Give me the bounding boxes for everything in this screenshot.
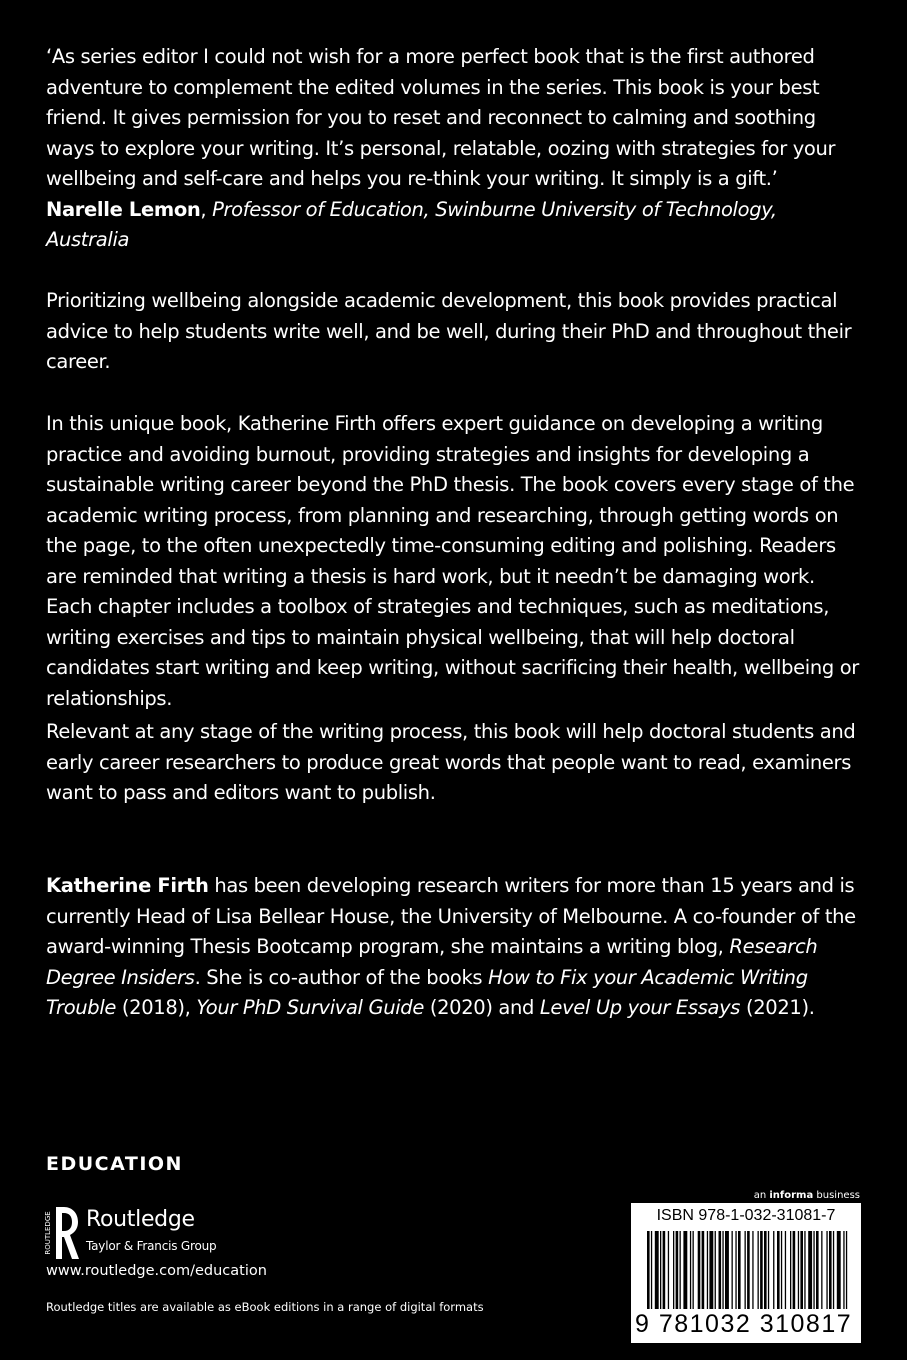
subject-category: EDUCATION (46, 1153, 183, 1175)
isbn-barcode (631, 1203, 861, 1343)
description-text: Prioritizing wellbeing alongside academic development, this book provides practical advice to help students write well, and be well, during their PhD and throughout their career. (46, 289, 852, 373)
barcode-bar (768, 1231, 769, 1309)
author-name: Katherine Firth (46, 874, 209, 897)
barcode-bar (719, 1231, 722, 1309)
endorser-affiliation: Professor of Education, Swinburne University of Technology, Australia (46, 197, 777, 251)
isbn-label: ISBN 978-1-032-31081-7 (656, 1207, 836, 1224)
description-paragraph-1 (46, 286, 861, 378)
barcode-bar (709, 1231, 713, 1309)
barcode-bar (693, 1231, 694, 1309)
barcode-bar (690, 1231, 691, 1309)
barcode-bar (843, 1231, 844, 1309)
barcode-bar (777, 1231, 780, 1309)
barcode-bar (760, 1231, 763, 1309)
barcode-bar (722, 1231, 723, 1309)
barcode-bar (683, 1231, 687, 1309)
barcode-bar (745, 1231, 746, 1309)
barcode-bar (764, 1231, 767, 1309)
barcode-bars (637, 1231, 855, 1313)
barcode-bar (798, 1231, 799, 1309)
barcode-bar (651, 1231, 652, 1309)
barcode-bar (732, 1231, 733, 1309)
barcode-bar (758, 1231, 759, 1309)
routledge-logo-icon (42, 1205, 80, 1261)
barcode-bar (829, 1231, 832, 1309)
endorsement-quote: ‘As series editor I could not wish for a more perfect book that is the first authored adventure to complement the edited volumes in the series. This book is your best friend. It gives permission for you to reset and reconnect to calming and soothing ways to explore your writing. It’s personal, relatable, oozing with strategies for your wellbeing and self-care and helps you re-think your writing. It simply is a gift.’ (46, 45, 836, 190)
barcode-bar (698, 1231, 701, 1309)
barcode-bar (793, 1231, 796, 1309)
barcode-bar (752, 1231, 753, 1309)
barcode-bar (668, 1231, 669, 1309)
barcode-bar (813, 1231, 814, 1309)
bio-text: . She is co-author of the books (194, 965, 489, 989)
barcode-bar (715, 1231, 716, 1309)
publisher-logo (42, 1205, 242, 1261)
bio-text: (2018), (116, 996, 197, 1019)
endorsement (46, 42, 861, 256)
barcode-bar (790, 1231, 791, 1309)
description-text: In this unique book, Katherine Firth offers expert guidance on developing a writing practice and avoiding burnout, providing strategies and insights for developing a sustainable writing career beyond the PhD thesis. The book covers every stage of the academic writing process, from planning and researching, through getting words on the page, to the often unexpectedly time-consuming editing and polishing. Readers are reminded that writing a thesis is hard work, but it needn’t be damaging work. Each chapter includes a toolbox of strategies and techniques, such as meditations, writing exercises and tips to maintain physical wellbeing, that will help doctoral candidates start writing and keep writing, without sacrificing their health, wellbeing or relationships. (46, 412, 859, 710)
author-bio (46, 871, 861, 1024)
description-paragraph-2 (46, 409, 861, 714)
ebook-note: Routledge titles are available as eBook editions in a range of digital formats (46, 1300, 484, 1314)
barcode-bar (821, 1231, 822, 1309)
barcode-bar (655, 1231, 659, 1309)
blog-title: Research Degree Insiders (46, 935, 818, 989)
barcode-bar (826, 1231, 827, 1309)
barcode-bar (673, 1231, 674, 1309)
barcode-bar (676, 1231, 679, 1309)
publisher-name: Routledge (86, 1207, 195, 1232)
barcode-digits: 9 781032 310817 (635, 1310, 853, 1338)
barcode-bar (702, 1231, 705, 1309)
informa-business-tag: an informa business (753, 1190, 860, 1201)
barcode-bar (773, 1231, 774, 1309)
description-paragraph-3 (46, 717, 861, 809)
logo-vertical-text: ROUTLEDGE (44, 1211, 52, 1255)
barcode-bar (707, 1231, 708, 1309)
barcode-bar (804, 1231, 805, 1309)
bio-text: (2020) and (423, 996, 540, 1019)
book-title: Level Up your Essays (539, 996, 741, 1019)
barcode-bar (725, 1231, 729, 1309)
informa-brand: informa (769, 1190, 814, 1201)
barcode-bar (647, 1231, 650, 1309)
barcode-bar (680, 1231, 681, 1309)
bio-text: has been developing research writers for more than 15 years and is currently Head of Lisa Bellear House, the University of Melbourne. A co-founder of the award-winning Thesis Bootcamp program, she maintains a writing blog, (46, 874, 856, 958)
book-title: Your PhD Survival Guide (196, 996, 424, 1019)
bio-text: (2021). (740, 996, 815, 1019)
endorser-separator: , (200, 197, 213, 221)
publisher-url[interactable]: www.routledge.com/education (46, 1263, 267, 1279)
barcode-bar (660, 1231, 661, 1309)
barcode-bar (833, 1231, 834, 1309)
publisher-group: Taylor & Francis Group (86, 1239, 217, 1253)
barcode-bar (747, 1231, 750, 1309)
barcode-bar (816, 1231, 819, 1309)
book-title: How to Fix your Academic Writing Trouble (46, 965, 808, 1019)
barcode-bar (837, 1231, 841, 1309)
description-text: Relevant at any stage of the writing process, this book will help doctoral students and early career researchers to produce great words that people want to read, examiners want to pass and editors want to publish. (46, 720, 856, 804)
barcode-bar (738, 1231, 741, 1309)
barcode-bar (735, 1231, 736, 1309)
barcode-bar (808, 1231, 812, 1309)
endorser-name: Narelle Lemon (46, 197, 201, 221)
barcode-bar (663, 1231, 666, 1309)
barcode-bar (785, 1231, 786, 1309)
barcode-bar (846, 1231, 847, 1309)
barcode-bar (781, 1231, 782, 1309)
barcode-bar (800, 1231, 803, 1309)
